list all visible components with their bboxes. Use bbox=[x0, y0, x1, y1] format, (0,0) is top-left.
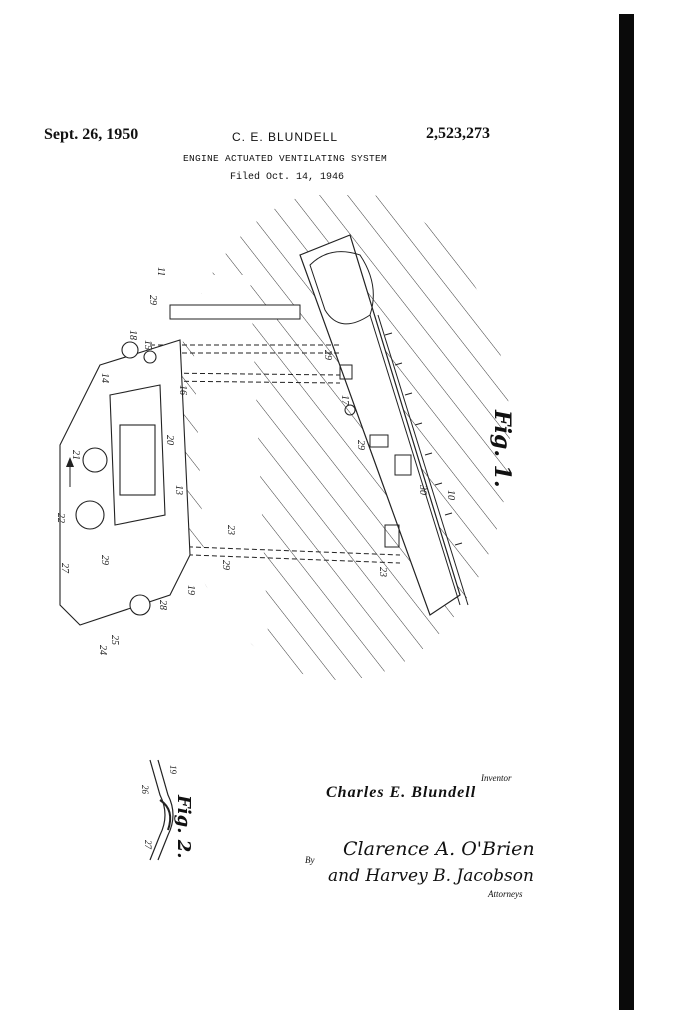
patent-drawing-fig1 bbox=[40, 195, 520, 695]
svg-text:22: 22 bbox=[55, 513, 66, 523]
svg-text:30: 30 bbox=[417, 485, 428, 495]
patent-drawing-fig2 bbox=[130, 755, 210, 865]
vehicle-engine bbox=[60, 340, 190, 625]
patent-title: ENGINE ACTUATED VENTILATING SYSTEM bbox=[183, 153, 388, 164]
svg-text:23: 23 bbox=[377, 567, 388, 577]
inventor-name: Charles E. Blundell bbox=[326, 784, 477, 801]
svg-text:25: 25 bbox=[109, 635, 120, 645]
inventor-label: Inventor bbox=[481, 773, 512, 783]
svg-text:28: 28 bbox=[157, 600, 168, 610]
svg-text:24: 24 bbox=[97, 645, 108, 655]
svg-text:26: 26 bbox=[140, 785, 150, 794]
svg-text:29: 29 bbox=[147, 295, 158, 305]
svg-text:19: 19 bbox=[185, 585, 196, 595]
svg-text:29: 29 bbox=[355, 440, 366, 450]
by-label: By bbox=[305, 855, 315, 865]
filing-date: Filed Oct. 14, 1946 bbox=[230, 172, 345, 183]
svg-text:14: 14 bbox=[99, 373, 110, 383]
attorney-signature-2: and Harvey B. Jacobson bbox=[328, 866, 534, 886]
svg-text:17: 17 bbox=[339, 395, 350, 405]
svg-text:27: 27 bbox=[143, 840, 153, 849]
patent-date: Sept. 26, 1950 bbox=[44, 126, 139, 143]
svg-text:16: 16 bbox=[177, 385, 188, 395]
svg-text:27: 27 bbox=[59, 563, 70, 573]
inventor-header: C. E. BLUNDELL bbox=[232, 130, 339, 144]
svg-text:29: 29 bbox=[99, 555, 110, 565]
svg-text:23: 23 bbox=[225, 525, 236, 535]
patent-number: 2,523,273 bbox=[426, 125, 490, 142]
svg-text:20: 20 bbox=[164, 435, 175, 445]
svg-text:21: 21 bbox=[70, 450, 81, 460]
svg-text:29: 29 bbox=[322, 350, 333, 360]
svg-text:29: 29 bbox=[220, 560, 231, 570]
svg-text:11: 11 bbox=[155, 267, 166, 277]
fig2-label: Fig. 2. bbox=[173, 795, 194, 859]
svg-text:19: 19 bbox=[168, 765, 178, 774]
scan-edge-bar bbox=[619, 14, 634, 1010]
attorneys-label: Attorneys bbox=[488, 889, 523, 899]
svg-text:18: 18 bbox=[127, 330, 138, 340]
svg-text:13: 13 bbox=[173, 485, 184, 495]
fig1-label: Fig. 1. bbox=[489, 410, 515, 488]
svg-text:15: 15 bbox=[142, 340, 153, 350]
svg-text:10: 10 bbox=[445, 490, 456, 500]
earth-hatching bbox=[160, 195, 520, 695]
attorney-signature-1: Clarence A. O'Brien bbox=[343, 838, 535, 860]
